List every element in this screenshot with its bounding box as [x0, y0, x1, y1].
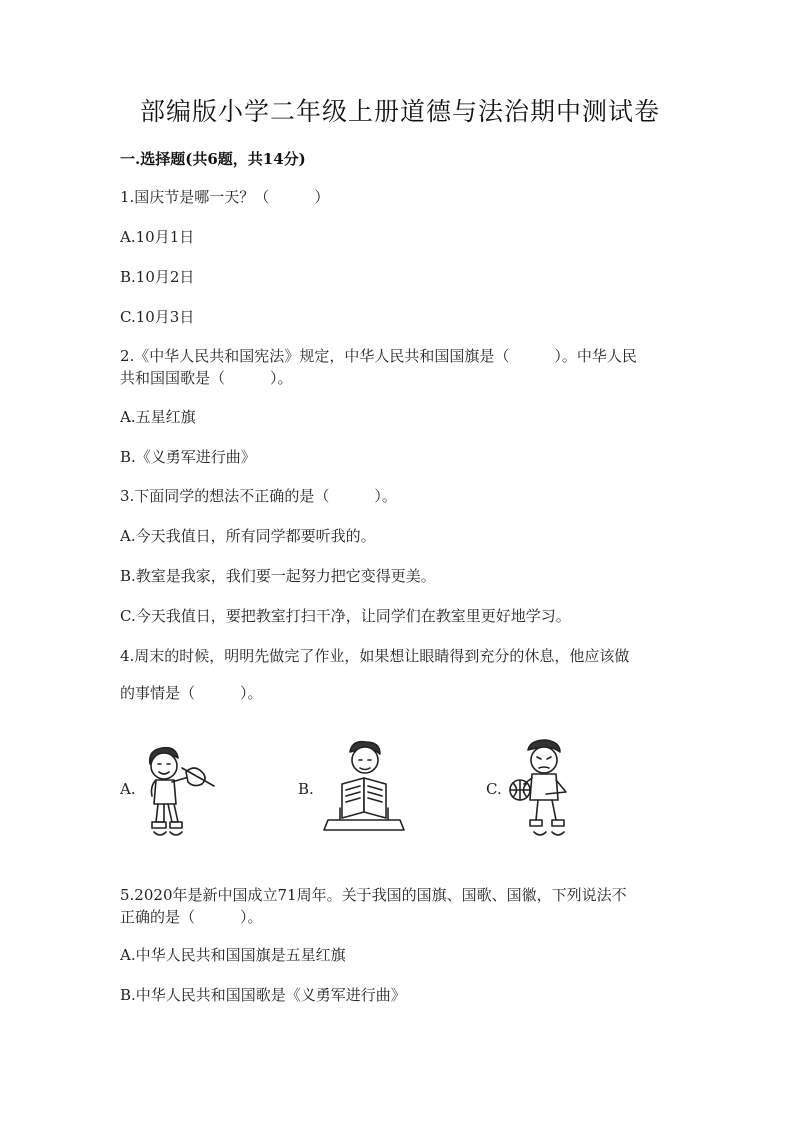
question-5-stem-line-1: 5.2020年是新中国成立71周年。关于我国的国旗、国歌、国徽，下列说法不 [120, 886, 627, 904]
question-4-option-b-label: B. [298, 780, 314, 798]
question-1-option-c: C.10月3日 [120, 308, 195, 326]
question-4-option-c-label: C. [486, 780, 502, 798]
question-5-stem-line-2: 正确的是（ ）。 [120, 908, 263, 926]
question-2-stem-line-1: 2.《中华人民共和国宪法》规定，中华人民共和国国旗是（ ）。中华人民 [120, 347, 637, 365]
question-3-option-c: C.今天我值日，要把教室打扫干净，让同学们在教室里更好地学习。 [120, 607, 571, 625]
question-5-option-b: B.中华人民共和国国歌是《义勇军进行曲》 [120, 986, 406, 1004]
question-4-stem-line-2: 的事情是（ ）。 [120, 684, 263, 702]
reading-boy-illustration [318, 738, 410, 834]
section-heading: 一.选择题(共6题，共14分) [120, 150, 306, 168]
question-3-stem: 3.下面同学的想法不正确的是（ ）。 [120, 487, 397, 505]
page-title: 部编版小学二年级上册道德与法治期中测试卷 [139, 97, 660, 126]
question-2-option-a: A.五星红旗 [120, 408, 196, 426]
question-4-stem-line-1: 4.周末的时候，明明先做完了作业，如果想让眼睛得到充分的休息，他应该做 [120, 647, 630, 665]
violin-boy-illustration [142, 742, 224, 842]
question-4-option-a-label: A. [120, 780, 136, 798]
question-3-option-a: A.今天我值日，所有同学都要听我的。 [120, 527, 376, 545]
question-1-option-b: B.10月2日 [120, 268, 195, 286]
question-1-stem: 1.国庆节是哪一天？（ ） [120, 188, 330, 206]
question-2-option-b: B.《义勇军进行曲》 [120, 448, 256, 466]
question-1-option-a: A.10月1日 [120, 228, 195, 246]
question-5-option-a: A.中华人民共和国国旗是五星红旗 [120, 946, 346, 964]
basketball-boy-illustration [506, 738, 578, 842]
question-2-stem-line-2: 共和国国歌是（ ）。 [120, 369, 293, 387]
question-3-option-b: B.教室是我家，我们要一起努力把它变得更美。 [120, 567, 436, 585]
